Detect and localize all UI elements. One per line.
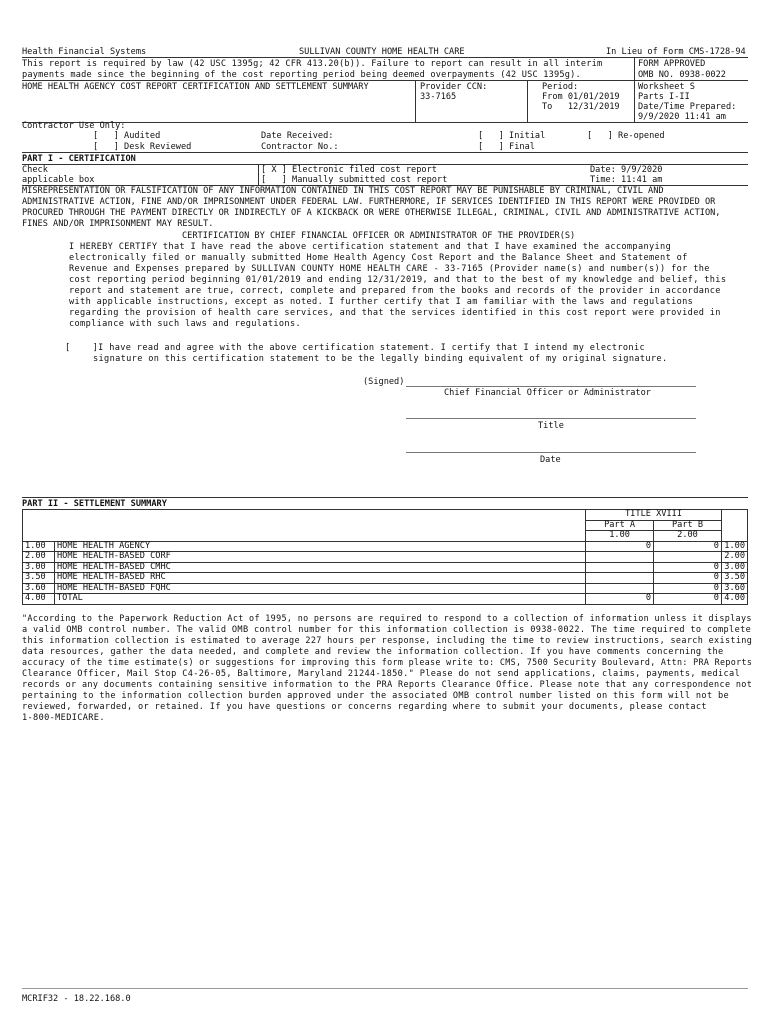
date-received-label: Date Received: xyxy=(261,131,334,141)
pra-line-4: data resources, gather the data needed, and complete and review the information collection. If you have comments concerning the xyxy=(22,647,724,657)
system-name: Health Financial Systems xyxy=(22,47,147,57)
contractor-label: Contractor Use Only: xyxy=(22,121,126,131)
part-a-value xyxy=(586,552,654,563)
part-a-value xyxy=(586,562,654,573)
date-line[interactable] xyxy=(406,452,696,453)
cert-line-5: report and statement are true, correct, complete and prepared from the books and records of the provider in accordance xyxy=(69,286,721,296)
period-to: To 12/31/2019 xyxy=(542,102,620,112)
signed-label: (Signed) xyxy=(363,377,405,387)
parts: Parts I-II xyxy=(638,92,690,102)
part-b-header: Part B xyxy=(654,520,722,531)
table-row xyxy=(23,552,748,563)
pra-line-8: pertaining to the information collection burden approved under the associated OMB control number listed on this form will not be xyxy=(22,691,730,701)
table-row xyxy=(23,594,748,605)
table-row xyxy=(23,541,748,552)
period-from: From 01/01/2019 xyxy=(542,92,620,102)
row-label: HOME HEALTH-BASED RHC xyxy=(54,573,585,584)
row-label: HOME HEALTH-BASED FQHC xyxy=(54,583,585,594)
audited-checkbox[interactable]: [ ] Audited xyxy=(93,131,161,141)
date-prepared-label: Date/Time Prepared: xyxy=(638,102,737,112)
manual-submitted-checkbox[interactable]: [ ] Manually submitted cost report xyxy=(261,175,448,185)
row-number: 4.00 xyxy=(23,594,55,605)
form-approved: FORM APPROVED xyxy=(638,59,706,69)
header-rule xyxy=(22,57,748,58)
title-xviii-header: TITLE XVIII xyxy=(586,510,722,521)
warning-line-1: MISREPRESENTATION OR FALSIFICATION OF ANY INFORMATION CONTAINED IN THIS COST REPORT MAY BE PUNISHABLE BY CRIMINAL, CIVIL AND xyxy=(22,186,664,196)
cert-line-3: Revenue and Expenses prepared by SULLIVAN COUNTY HOME HEALTH CARE - 33-7165 (Provider name(s) and number(s)) for the xyxy=(69,264,710,274)
pra-line-6: Clearance Officer, Mail Stop C4-26-05, Baltimore, Maryland 21244-1850." Please do not send applications, claims, payments, medical xyxy=(22,669,741,679)
warning-line-3: PROCURED THROUGH THE PAYMENT DIRECTLY OR INDIRECTLY OF A KICKBACK OR WERE OTHERWISE ILLEGAL, CRIMINAL, CIVIL AND ADMINISTRATIVE ACTION, xyxy=(22,208,721,218)
title-line[interactable] xyxy=(406,418,696,419)
part-b-value: 0 xyxy=(654,541,722,552)
cert-date: Date: 9/9/2020 xyxy=(590,165,663,175)
row-number-right: 1.00 xyxy=(721,541,747,552)
row-number-right: 3.50 xyxy=(721,573,747,584)
col-a-number: 1.00 xyxy=(586,531,654,542)
row-number-right: 4.00 xyxy=(721,594,747,605)
provider-ccn: 33-7165 xyxy=(420,92,457,102)
pra-line-2: a valid OMB control number. The valid OMB control number for this information collection is 0938-0022. The time required to complete xyxy=(22,625,752,635)
check-label: Check xyxy=(22,165,48,175)
part-a-header: Part A xyxy=(586,520,654,531)
law-line-1: This report is required by law (42 USC 1395g; 42 CFR 413.20(b)). Failure to report can result in all interim xyxy=(22,59,603,69)
cert-line-7: regarding the provision of health care services, and that the services identified in this cost report were provided in xyxy=(69,308,721,318)
part1-heading: PART I - CERTIFICATION xyxy=(22,154,136,164)
worksheet: Worksheet S xyxy=(638,82,695,92)
part2-heading: PART II - SETTLEMENT SUMMARY xyxy=(22,499,167,509)
col-b-number: 2.00 xyxy=(654,531,722,542)
cert-line-1: I HEREBY CERTIFY that I have read the above certification statement and that I have examined the accompanying xyxy=(69,242,672,252)
title-label: Title xyxy=(538,421,564,431)
row-number: 3.50 xyxy=(23,573,55,584)
reopened-checkbox[interactable]: [ ] Re-opened xyxy=(587,131,665,141)
pra-line-7: records or any documents containing sensitive information to the PRA Reports Clearance Office. Please note that any correspondence not xyxy=(22,680,753,690)
pra-line-1: "According to the Paperwork Reduction Act of 1995, no persons are required to respond to a collection of information unless it displays xyxy=(22,614,752,624)
cfo-label: Chief Financial Officer or Administrator xyxy=(444,388,651,398)
cert-line-2: electronically filed or manually submitted Home Health Agency Cost Report and the Balance Sheet and Statement of xyxy=(69,253,688,263)
row-label: HOME HEALTH-BASED CORF xyxy=(54,552,585,563)
agency-name: SULLIVAN COUNTY HOME HEALTH CARE xyxy=(299,47,465,57)
contractor-no-label: Contractor No.: xyxy=(261,142,339,152)
agree-checkbox[interactable]: [ ]I have read and agree with the above certification statement. I certify that I intend my electronic xyxy=(65,343,646,353)
footer-version: MCRIF32 - 18.22.168.0 xyxy=(22,994,131,1004)
row-number: 3.60 xyxy=(23,583,55,594)
row-number-right: 2.00 xyxy=(721,552,747,563)
electronic-filed-checkbox[interactable]: [ X ] Electronic filed cost report xyxy=(261,165,437,175)
part-b-value: 0 xyxy=(654,583,722,594)
warning-line-4: FINES AND/OR IMPRISONMENT MAY RESULT. xyxy=(22,219,214,229)
cert-time: Time: 11:41 am xyxy=(590,175,663,185)
row-label: HOME HEALTH-BASED CMHC xyxy=(54,562,585,573)
law-line-2: payments made since the beginning of the cost reporting period being deemed overpayments (42 USC 1395g). xyxy=(22,70,581,80)
cert-line-4: cost reporting period beginning 01/01/2019 and ending 12/31/2019, and that to the best of my knowledge and belief, this xyxy=(69,275,727,285)
report-title: HOME HEALTH AGENCY COST REPORT CERTIFICATION AND SETTLEMENT SUMMARY xyxy=(22,82,369,92)
omb-number: OMB NO. 0938-0022 xyxy=(638,70,726,80)
table-row xyxy=(23,562,748,573)
cert-line-6: with applicable instructions, except as noted. I further certify that I am familiar with the laws and regulations xyxy=(69,297,694,307)
row-number-right: 3.00 xyxy=(721,562,747,573)
part-b-value: 0 xyxy=(654,562,722,573)
part-b-value xyxy=(654,552,722,563)
part-b-value: 0 xyxy=(654,573,722,584)
provider-ccn-label: Provider CCN: xyxy=(420,82,488,92)
signature-line[interactable] xyxy=(406,386,696,387)
initial-checkbox[interactable]: [ ] Initial xyxy=(478,131,546,141)
part-a-value xyxy=(586,573,654,584)
part-a-value: 0 xyxy=(586,541,654,552)
part-a-value xyxy=(586,583,654,594)
agree-line-2: signature on this certification statement to be the legally binding equivalent of my original signature. xyxy=(93,354,668,364)
form-reference: In Lieu of Form CMS-1728-94 xyxy=(606,47,746,57)
row-number: 1.00 xyxy=(23,541,55,552)
row-number: 3.00 xyxy=(23,562,55,573)
part-a-value: 0 xyxy=(586,594,654,605)
table-row xyxy=(23,573,748,584)
pra-line-5: accuracy of the time estimate(s) or suggestions for improving this form please write to: CMS, 7500 Security Boulevard, Attn: PRA Reports xyxy=(22,658,753,668)
row-label: TOTAL xyxy=(54,594,585,605)
warning-line-2: ADMINISTRATIVE ACTION, FINE AND/OR IMPRISONMENT UNDER FEDERAL LAW. FURTHERMORE, IF SERVICES IDENTIFIED IN THIS REPORT WERE PROVIDED OR xyxy=(22,197,716,207)
period-label: Period: xyxy=(542,82,579,92)
row-number: 2.00 xyxy=(23,552,55,563)
table-row xyxy=(23,583,748,594)
cert-line-8: compliance with such laws and regulations. xyxy=(69,319,302,329)
row-number-right: 3.60 xyxy=(721,583,747,594)
date-sig-label: Date xyxy=(540,455,561,465)
desk-reviewed-checkbox[interactable]: [ ] Desk Reviewed xyxy=(93,142,192,152)
part-b-value: 0 xyxy=(654,594,722,605)
pra-line-10: 1-800-MEDICARE. xyxy=(22,713,105,723)
row-label: HOME HEALTH AGENCY xyxy=(54,541,585,552)
date-prepared: 9/9/2020 11:41 am xyxy=(638,112,726,122)
pra-line-9: reviewed, forwarded, or retained. If you have questions or concerns regarding where to submit your documents, please contact xyxy=(22,702,707,712)
settlement-table xyxy=(22,509,748,605)
final-checkbox[interactable]: [ ] Final xyxy=(478,142,535,152)
applicable-box-label: applicable box xyxy=(22,175,95,185)
cert-heading: CERTIFICATION BY CHIEF FINANCIAL OFFICER OR ADMINISTRATOR OF THE PROVIDER(S) xyxy=(182,231,576,241)
pra-line-3: this information collection is estimated to average 227 hours per response, including the time to review instructions, search existing xyxy=(22,636,753,646)
